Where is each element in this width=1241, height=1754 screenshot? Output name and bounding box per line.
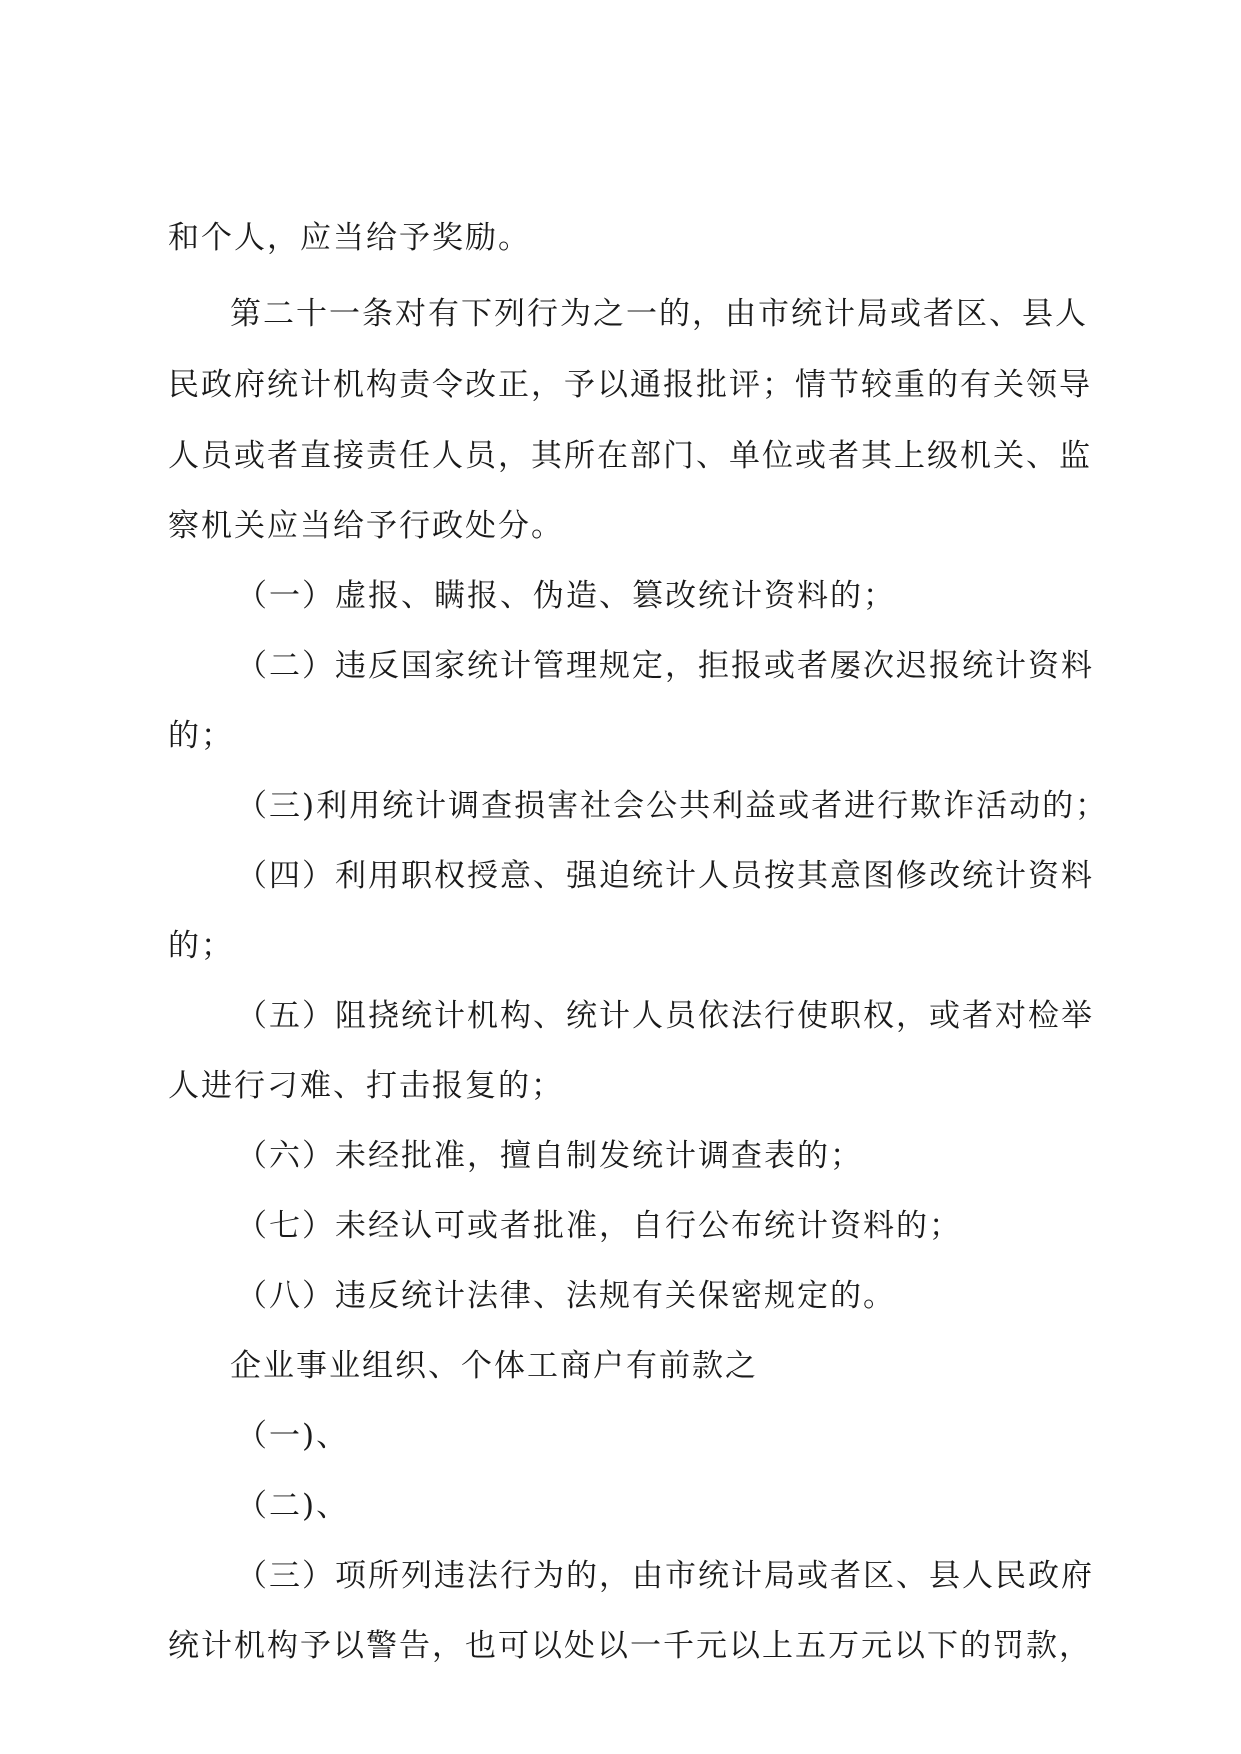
text-line: （一)、 xyxy=(236,1418,350,1454)
text-line: 统计机构予以警告，也可以处以一千元以上五万元以下的罚款， xyxy=(168,1628,1092,1664)
text-line: （八）违反统计法律、法规有关保密规定的。 xyxy=(236,1278,896,1314)
text-line: 察机关应当给予行政处分。 xyxy=(168,508,564,544)
text-line: （三）项所列违法行为的，由市统计局或者区、县人民政府 xyxy=(236,1558,1094,1594)
text-line: （七）未经认可或者批准，自行公布统计资料的； xyxy=(236,1208,962,1244)
text-line: （三)利用统计调查损害社会公共利益或者进行欺诈活动的； xyxy=(236,788,1109,824)
text-line: 人员或者直接责任人员，其所在部门、单位或者其上级机关、监 xyxy=(168,438,1092,474)
text-line: （四）利用职权授意、强迫统计人员按其意图修改统计资料 xyxy=(236,858,1094,894)
text-line: （二)、 xyxy=(236,1488,350,1524)
text-line: （一）虚报、瞒报、伪造、篡改统计资料的； xyxy=(236,578,896,614)
text-line: 和个人，应当给予奖励。 xyxy=(168,220,531,256)
text-line: 企业事业组织、个体工商户有前款之 xyxy=(230,1348,758,1384)
text-line: 人进行刁难、打击报复的； xyxy=(168,1068,564,1104)
text-line: 的； xyxy=(168,928,234,964)
text-line: （二）违反国家统计管理规定，拒报或者屡次迟报统计资料 xyxy=(236,648,1094,684)
text-line: 第二十一条对有下列行为之一的，由市统计局或者区、县人 xyxy=(230,296,1088,332)
text-line: （五）阻挠统计机构、统计人员依法行使职权，或者对检举 xyxy=(236,998,1094,1034)
text-line: （六）未经批准，擅自制发统计调查表的； xyxy=(236,1138,863,1174)
text-line: 的； xyxy=(168,718,234,754)
text-line: 民政府统计机构责令改正，予以通报批评；情节较重的有关领导 xyxy=(168,367,1092,403)
